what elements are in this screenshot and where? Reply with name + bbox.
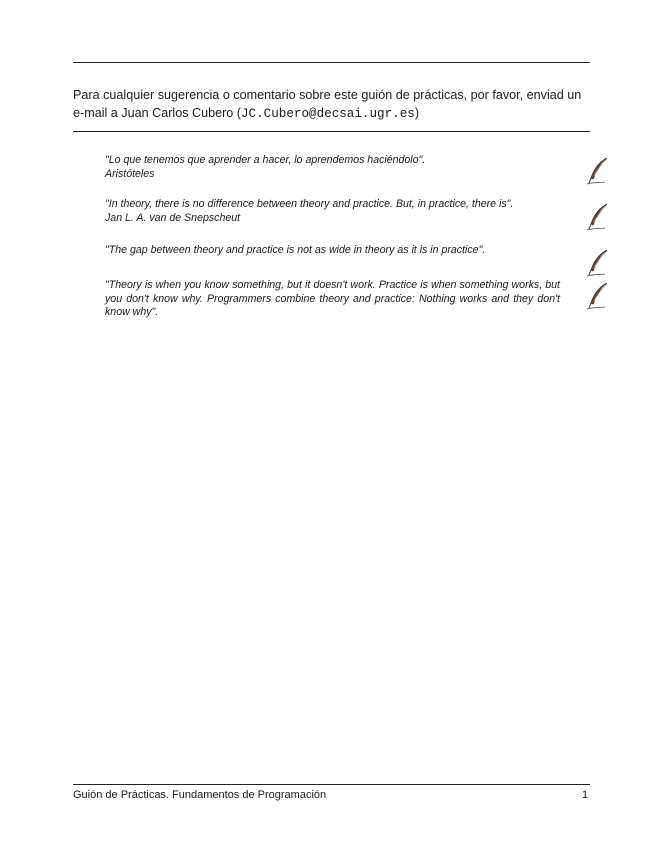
quote-text: "In theory, there is no difference between theory and practice. But, in practice, there is". xyxy=(105,198,514,210)
quill-pen-icon xyxy=(585,156,611,186)
quill-pen-icon xyxy=(585,202,611,232)
quote-item xyxy=(105,279,560,320)
quill-pen-icon xyxy=(585,248,611,278)
quote-text: "Theory is when you know something, but it doesn't work. Practice is when something works, but you don't know why. Programmers combine theory and practice: Nothing works and they don't know why". xyxy=(105,279,560,318)
quote-text: "Lo que tenemos que aprender a hacer, lo aprendemos haciéndolo". xyxy=(105,154,426,166)
quote-item xyxy=(105,198,560,225)
footer-rule xyxy=(73,784,590,785)
page-number: 1 xyxy=(582,789,589,801)
footer-title: Guión de Prácticas. Fundamentos de Programación xyxy=(73,789,327,801)
intro-bottom-rule xyxy=(73,131,590,132)
quote-item xyxy=(105,154,560,181)
quote-author: Aristóteles xyxy=(105,167,155,180)
quote-item xyxy=(105,244,560,258)
top-rule xyxy=(73,62,590,63)
email-address[interactable]: JC.Cubero@decsai.ugr.es xyxy=(241,107,415,121)
quote-author: Jan L. A. van de Snepscheut xyxy=(105,211,241,224)
quote-text: "The gap between theory and practice is not as wide in theory as it is in practice". xyxy=(105,244,486,256)
intro-text: Para cualquier sugerencia o comentario sobre este guión de prácticas, por favor, enviad un e-mail a Juan Carlos Cubero ( xyxy=(73,88,582,120)
intro-text-end: ) xyxy=(414,106,420,120)
quill-pen-icon xyxy=(585,281,611,311)
intro-paragraph xyxy=(73,86,593,123)
